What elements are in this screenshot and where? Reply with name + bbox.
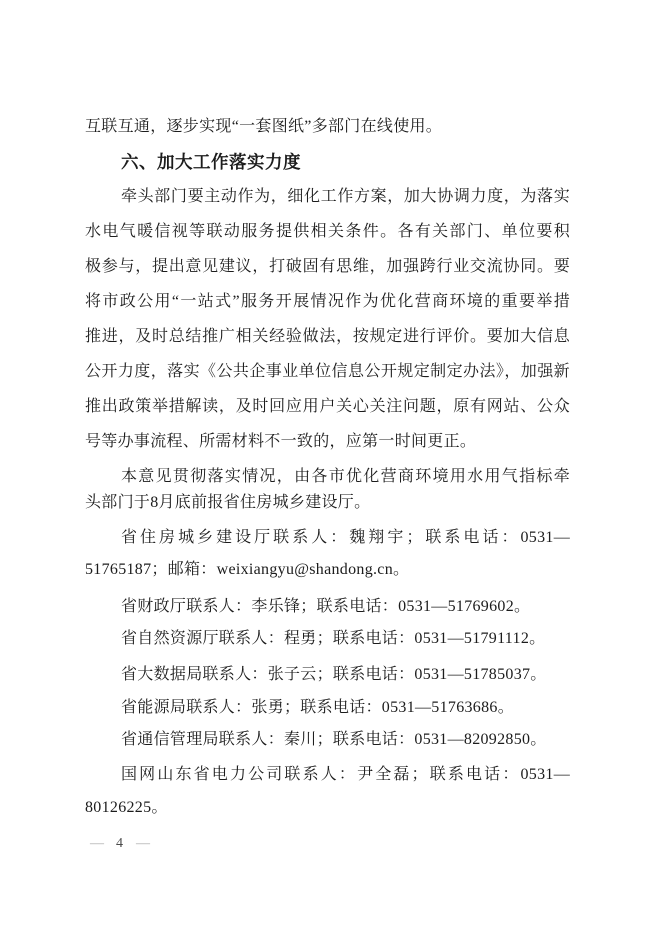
- text-line: 推出政策举措解读，及时回应用户关心关注问题，原有网站、公众: [85, 398, 570, 415]
- text-line: 号等办事流程、所需材料不一致的，应第一时间更正。: [85, 433, 477, 450]
- text-line: 本意见贯彻落实情况，由各市优化营商环境用水用气指标牵: [121, 468, 570, 485]
- text-line: 水电气暖信视等联动服务提供相关条件。各有关部门、单位要积: [85, 223, 570, 240]
- contact-line: 省住房城乡建设厅联系人：魏翔宇；联系电话：0531—: [121, 529, 570, 546]
- contact-line: 51765187；邮箱：weixiangyu@shandong.cn。: [85, 561, 410, 578]
- contact-line: 省大数据局联系人：张子云；联系电话：0531—51785037。: [121, 666, 547, 683]
- page-number: [90, 836, 149, 852]
- page-number-dash-right: —: [136, 836, 149, 851]
- text-line: 推进，及时总结推广相关经验做法，按规定进行评价。要加大信息: [85, 328, 570, 345]
- contact-line: 省自然资源厅联系人：程勇；联系电话：0531—51791112。: [121, 630, 546, 647]
- text-line: 将市政公用“一站式”服务开展情况作为优化营商环境的重要举措: [85, 293, 570, 310]
- contact-line: 省通信管理局联系人：秦川；联系电话：0531—82092850。: [121, 731, 547, 748]
- text-line: 牵头部门要主动作为，细化工作方案，加大协调力度，为落实: [121, 188, 570, 205]
- page-number-dash-left: —: [90, 836, 103, 851]
- contact-line: 国网山东省电力公司联系人：尹全磊；联系电话：0531—: [121, 766, 570, 783]
- text-line: 头部门于8月底前报省住房城乡建设厅。: [85, 494, 371, 511]
- section-heading: 六、加大工作落实力度: [121, 152, 301, 172]
- contact-line: 省财政厅联系人：李乐锋；联系电话：0531—51769602。: [121, 598, 531, 615]
- contact-line: 80126225。: [85, 799, 168, 816]
- contact-line: 省能源局联系人：张勇；联系电话：0531—51763686。: [121, 699, 515, 716]
- text-line: 互联互通，逐步实现“一套图纸”多部门在线使用。: [85, 118, 443, 135]
- text-line: 极参与，提出意见建议，打破固有思维，加强跨行业交流协同。要: [85, 258, 570, 275]
- page-number-value: 4: [116, 836, 123, 851]
- text-line: 公开力度，落实《公共企事业单位信息公开规定制定办法》，加强新: [85, 363, 570, 380]
